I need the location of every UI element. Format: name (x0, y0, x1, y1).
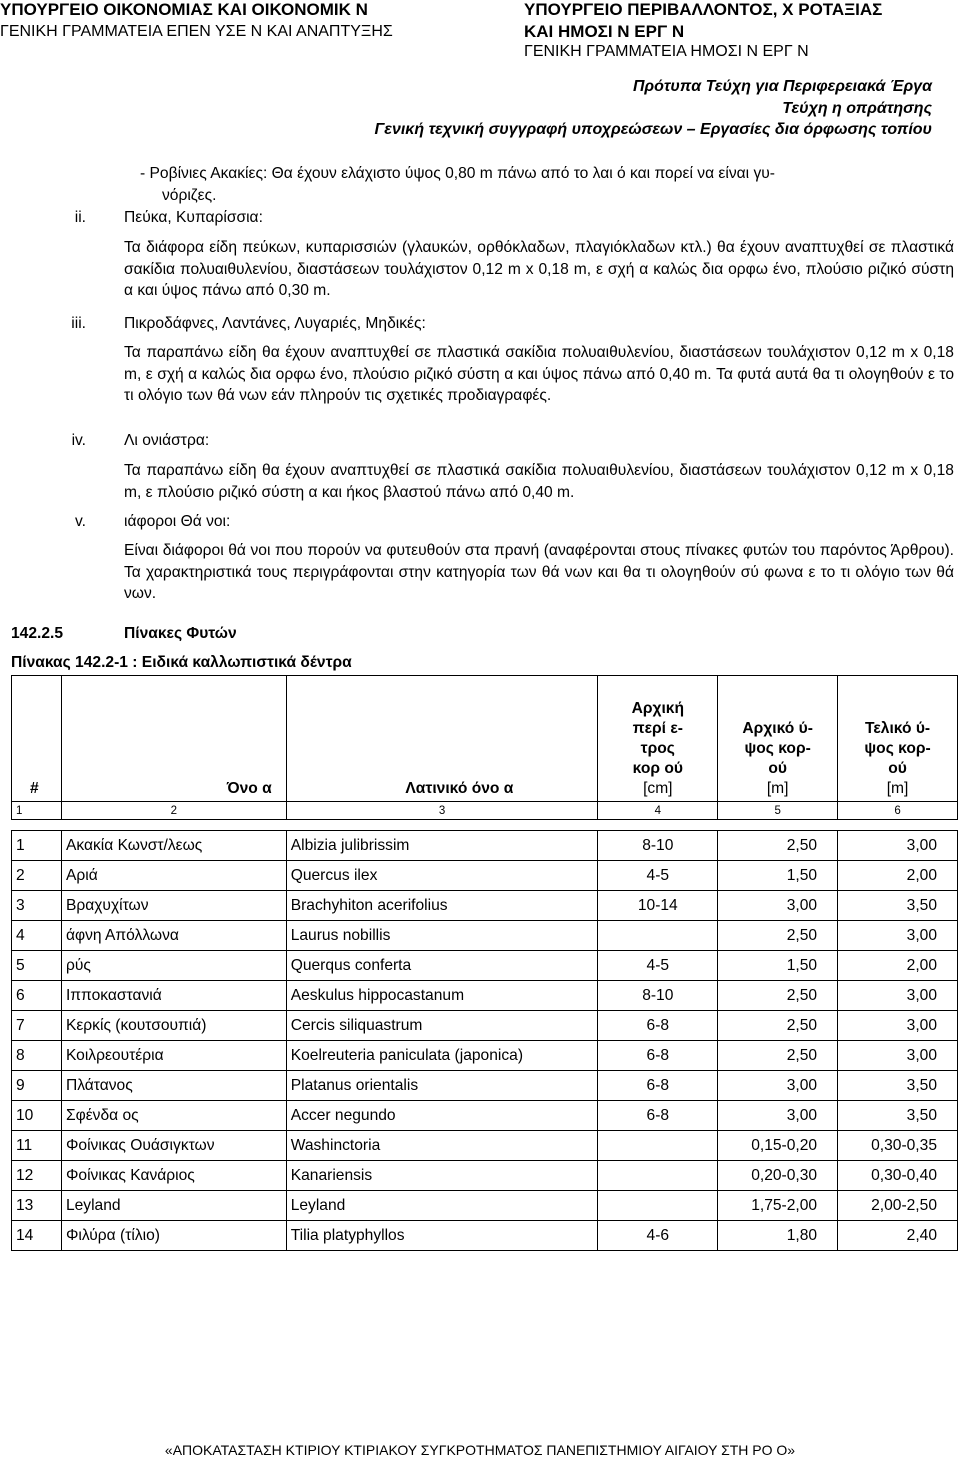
item-number: iv. (71, 432, 86, 449)
table-row (12, 861, 958, 891)
row-initial-height-cell: 2,50 (718, 921, 838, 951)
header-unit: [cm] (643, 780, 673, 797)
header-line: τρος (640, 740, 675, 757)
row-latin-cell: Querqus conferta (286, 951, 598, 981)
item-text: Είναι διάφοροι θά νοι που πορούν να φυτευθούν στα πρανή (αναφέρονται στους πίνακες φυτών του παρόντος Άρθρου). Τα χαρακτηριστικά τους περιγράφονται στην κατηγορία των θά νων και θα τι ολογηθούν σύ φωνα ε το τι ολόγιο των θά νων. (124, 542, 954, 602)
row-number-cell: 8 (12, 1041, 62, 1071)
row-initial-height-cell: 1,50 (718, 951, 838, 981)
header-line: Αρχικό ύ- (742, 720, 813, 737)
row-final-height-cell: 2,00-2,50 (838, 1191, 958, 1221)
row-final-height-cell: 0,30-0,35 (838, 1131, 958, 1161)
table-row (12, 1221, 958, 1251)
row-name-cell: Ιπποκαστανιά (61, 981, 286, 1011)
table-row (12, 1071, 958, 1101)
row-number-cell: 3 (12, 891, 62, 921)
row-final-height-cell: 3,00 (838, 981, 958, 1011)
row-final-height-cell: 2,00 (838, 861, 958, 891)
table-row (12, 1011, 958, 1041)
row-latin-cell: Cercis siliquastrum (286, 1011, 598, 1041)
row-diameter-cell: 6-8 (598, 1011, 718, 1041)
row-name-cell: Κοιλρεουτέρια (61, 1041, 286, 1071)
doc-series-title: Πρότυπα Τεύχη για Περιφερειακά Έργα (632, 78, 932, 95)
col-header-number: # (12, 676, 62, 802)
item-text: Τα παραπάνω είδη θα έχουν αναπτυχθεί σε πλαστικά σακίδια πολυαιθυλενίου, διαστάσεων τουλάχιστον 0,12 m x 0,18 m, ε σχή α καλώς δια ορφω ένο, πλούσιο ριζικό σύστη α και ύψος πάνω από 0,40 m. Τα φυτά αυτά θα τι ολογηθούν ε το τι ολόγιο των θά νων εάν πληρούν τις σχετικές προδιαγραφές. (124, 344, 954, 404)
row-initial-height-cell: 0,15-0,20 (718, 1131, 838, 1161)
row-diameter-cell (598, 1131, 718, 1161)
row-latin-cell: Tilia platyphyllos (286, 1221, 598, 1251)
row-initial-height-cell: 0,20-0,30 (718, 1161, 838, 1191)
table-row (12, 981, 958, 1011)
row-name-cell: Ακακία Κωνστ/λεως (61, 831, 286, 861)
row-diameter-cell: 10-14 (598, 891, 718, 921)
row-name-cell: άφνη Απόλλωνα (61, 921, 286, 951)
row-diameter-cell: 6-8 (598, 1071, 718, 1101)
item-number: ii. (74, 209, 86, 226)
header-line: ψος κορ- (864, 740, 931, 757)
ministry-left-subtitle: ΓΕΝΙΚΗ ΓΡΑΜΜΑΤΕΙΑ ΕΠΕΝ ΥΣΕ Ν ΚΑΙ ΑΝΑΠΤΥΞΗΣ (0, 23, 393, 40)
row-diameter-cell (598, 1161, 718, 1191)
row-initial-height-cell: 2,50 (718, 981, 838, 1011)
table-title: Πίνακας 142.2-1 : Ειδικά καλλωπιστικά δέντρα (11, 654, 352, 671)
row-final-height-cell: 3,50 (838, 1071, 958, 1101)
row-final-height-cell: 0,30-0,40 (838, 1161, 958, 1191)
plants-table (11, 675, 958, 1251)
row-initial-height-cell: 3,00 (718, 891, 838, 921)
page-footer: «ΑΠΟΚΑΤΑΣΤΑΣΗ ΚΤΙΡΙΟΥ ΚΤΙΡΙΑΚΟΥ ΣΥΓΚΡΟΤΗΜΑΤΟΣ ΠΑΝΕΠΙΣΤΗΜΙΟΥ ΑΙΓΑΙΟΥ ΣΤΗ ΡΟ Ο» (164, 1442, 796, 1458)
table-row (12, 1041, 958, 1071)
row-latin-cell: Leyland (286, 1191, 598, 1221)
ministry-right-title: ΥΠΟΥΡΓΕΙΟ ΠΕΡΙΒΑΛΛΟΝΤΟΣ, Χ ΡΟΤΑΞΙΑΣ (524, 0, 883, 19)
row-name-cell: Leyland (61, 1191, 286, 1221)
column-number: 1 (12, 802, 62, 820)
table-row (12, 1161, 958, 1191)
row-name-cell: ρύς (61, 951, 286, 981)
row-final-height-cell: 3,00 (838, 831, 958, 861)
row-initial-height-cell: 2,50 (718, 1011, 838, 1041)
table-row (12, 921, 958, 951)
row-latin-cell: Laurus nobillis (286, 921, 598, 951)
row-latin-cell: Koelreuteria paniculata (japonica) (286, 1041, 598, 1071)
row-name-cell: Σφένδα ος (61, 1101, 286, 1131)
row-number-cell: 12 (12, 1161, 62, 1191)
header-line: κορ ού (632, 760, 683, 777)
row-name-cell: Φοίνικας Ουάσιγκτων (61, 1131, 286, 1161)
row-diameter-cell: 4-5 (598, 951, 718, 981)
row-name-cell: Κερκίς (κουτσουπιά) (61, 1011, 286, 1041)
row-latin-cell: Accer negundo (286, 1101, 598, 1131)
row-latin-cell: Platanus orientalis (286, 1071, 598, 1101)
row-number-cell: 1 (12, 831, 62, 861)
header-line: ού (768, 760, 787, 777)
row-latin-cell: Aeskulus hippocastanum (286, 981, 598, 1011)
row-diameter-cell: 8-10 (598, 831, 718, 861)
row-name-cell: Φιλύρα (τίλιο) (61, 1221, 286, 1251)
row-initial-height-cell: 3,00 (718, 1101, 838, 1131)
col-header-latin: Λατινικό όνο α (286, 676, 598, 802)
row-initial-height-cell: 2,50 (718, 1041, 838, 1071)
row-number-cell: 13 (12, 1191, 62, 1221)
row-number-cell: 14 (12, 1221, 62, 1251)
row-number-cell: 10 (12, 1101, 62, 1131)
column-number: 4 (598, 802, 718, 820)
table-row (12, 891, 958, 921)
section-title: Πίνακες Φυτών (124, 625, 237, 642)
row-final-height-cell: 3,00 (838, 1011, 958, 1041)
row-latin-cell: Washinctoria (286, 1131, 598, 1161)
row-initial-height-cell: 2,50 (718, 831, 838, 861)
row-initial-height-cell: 1,75-2,00 (718, 1191, 838, 1221)
section-number: 142.2.5 (11, 625, 64, 642)
table-spacer (12, 820, 958, 831)
header-line: περί ε- (632, 720, 683, 737)
row-number-cell: 9 (12, 1071, 62, 1101)
row-diameter-cell: 6-8 (598, 1101, 718, 1131)
table-header-row (12, 676, 958, 802)
header-line: Τελικό ύ- (865, 720, 931, 737)
table-row (12, 1131, 958, 1161)
row-final-height-cell: 3,50 (838, 1101, 958, 1131)
row-diameter-cell (598, 1191, 718, 1221)
row-initial-height-cell: 1,80 (718, 1221, 838, 1251)
row-latin-cell: Brachyhiton acerifolius (286, 891, 598, 921)
table-row (12, 1191, 958, 1221)
row-name-cell: Πλάτανος (61, 1071, 286, 1101)
column-number: 5 (718, 802, 838, 820)
row-diameter-cell: 6-8 (598, 1041, 718, 1071)
row-final-height-cell: 2,00 (838, 951, 958, 981)
spacer-cell (12, 820, 958, 831)
col-header-final-height (838, 676, 958, 802)
row-number-cell: 4 (12, 921, 62, 951)
table-body (12, 831, 958, 1251)
table-row (12, 1101, 958, 1131)
row-final-height-cell: 3,50 (838, 891, 958, 921)
row-latin-cell: Albizia julibrissim (286, 831, 598, 861)
row-initial-height-cell: 3,00 (718, 1071, 838, 1101)
item-title: Πεύκα, Κυπαρίσσια: (124, 209, 263, 226)
item-title: Πικροδάφνες, Λαντάνες, Λυγαριές, Μηδικές: (124, 315, 426, 332)
item-text: Τα παραπάνω είδη θα έχουν αναπτυχθεί σε πλαστικά σακίδια πολυαιθυλενίου, διαστάσεων τουλάχιστον 0,12 m x 0,18 m, ε πλούσιο ριζικό σύστη α και ήκος βλαστού πάνω από 0,40 m. (124, 462, 954, 501)
col-header-initial-height (718, 676, 838, 802)
doc-volume-title: Τεύχη η οπράτησης (782, 100, 932, 117)
row-diameter-cell: 4-6 (598, 1221, 718, 1251)
table-row (12, 831, 958, 861)
doc-spec-title: Γενική τεχνική συγγραφή υποχρεώσεων – Εργασίες δια όρφωσης τοπίου (374, 121, 932, 138)
row-number-cell: 6 (12, 981, 62, 1011)
ministry-left-title: ΥΠΟΥΡΓΕΙΟ ΟΙΚΟΝΟΜΙΑΣ ΚΑΙ ΟΙΚΟΝΟΜΙΚ Ν (0, 0, 368, 19)
row-number-cell: 5 (12, 951, 62, 981)
row-name-cell: Βραχυχίτων (61, 891, 286, 921)
header-line: Αρχική (631, 700, 685, 717)
row-name-cell: Φοίνικας Κανάριος (61, 1161, 286, 1191)
table-row (12, 951, 958, 981)
row-final-height-cell: 3,00 (838, 921, 958, 951)
item-number: iii. (71, 315, 86, 332)
ministry-right-title-2: ΚΑΙ ΗΜΟΣΙ Ν ΕΡΓ Ν (524, 22, 685, 41)
dash-item-cont: νόριζες. (162, 187, 217, 204)
column-number: 6 (838, 802, 958, 820)
row-number-cell: 7 (12, 1011, 62, 1041)
row-latin-cell: Kanariensis (286, 1161, 598, 1191)
column-number: 3 (286, 802, 598, 820)
col-header-name: Όνο α (61, 676, 286, 802)
row-initial-height-cell: 1,50 (718, 861, 838, 891)
row-name-cell: Αριά (61, 861, 286, 891)
header-unit: [m] (766, 780, 789, 797)
row-final-height-cell: 2,40 (838, 1221, 958, 1251)
column-number: 2 (61, 802, 286, 820)
row-number-cell: 2 (12, 861, 62, 891)
row-final-height-cell: 3,00 (838, 1041, 958, 1071)
header-line: ού (888, 760, 907, 777)
item-title: Λι ονιάστρα: (124, 432, 210, 449)
row-diameter-cell (598, 921, 718, 951)
row-number-cell: 11 (12, 1131, 62, 1161)
ministry-right-subtitle: ΓΕΝΙΚΗ ΓΡΑΜΜΑΤΕΙΑ ΗΜΟΣΙ Ν ΕΡΓ Ν (524, 43, 809, 60)
row-diameter-cell: 8-10 (598, 981, 718, 1011)
column-number-row (12, 802, 958, 820)
item-title: ιάφοροι Θά νοι: (124, 513, 231, 530)
col-header-diameter (598, 676, 718, 802)
row-latin-cell: Quercus ilex (286, 861, 598, 891)
item-number: v. (75, 513, 86, 530)
header-unit: [m] (886, 780, 909, 797)
dash-item: - Ροβίνιες Ακακίες: Θα έχουν ελάχιστο ύψος 0,80 m πάνω από το λαι ό και πορεί να είναι γυ- (140, 165, 775, 182)
item-text: Τα διάφορα είδη πεύκων, κυπαρισσιών (γλαυκών, ορθόκλαδων, πλαγιόκλαδων κτλ.) θα έχουν αναπτυχθεί σε πλαστικά σακίδια πολυαιθυλενίου, διαστάσεων τουλάχιστον 0,12 m x 0,18 m, ε σχή α καλώς δια ορφω ένο, πλούσιο ριζικό σύστη α και ύψος πάνω από 0,30 m. (124, 239, 954, 299)
row-diameter-cell: 4-5 (598, 861, 718, 891)
header-line: ψος κορ- (744, 740, 811, 757)
